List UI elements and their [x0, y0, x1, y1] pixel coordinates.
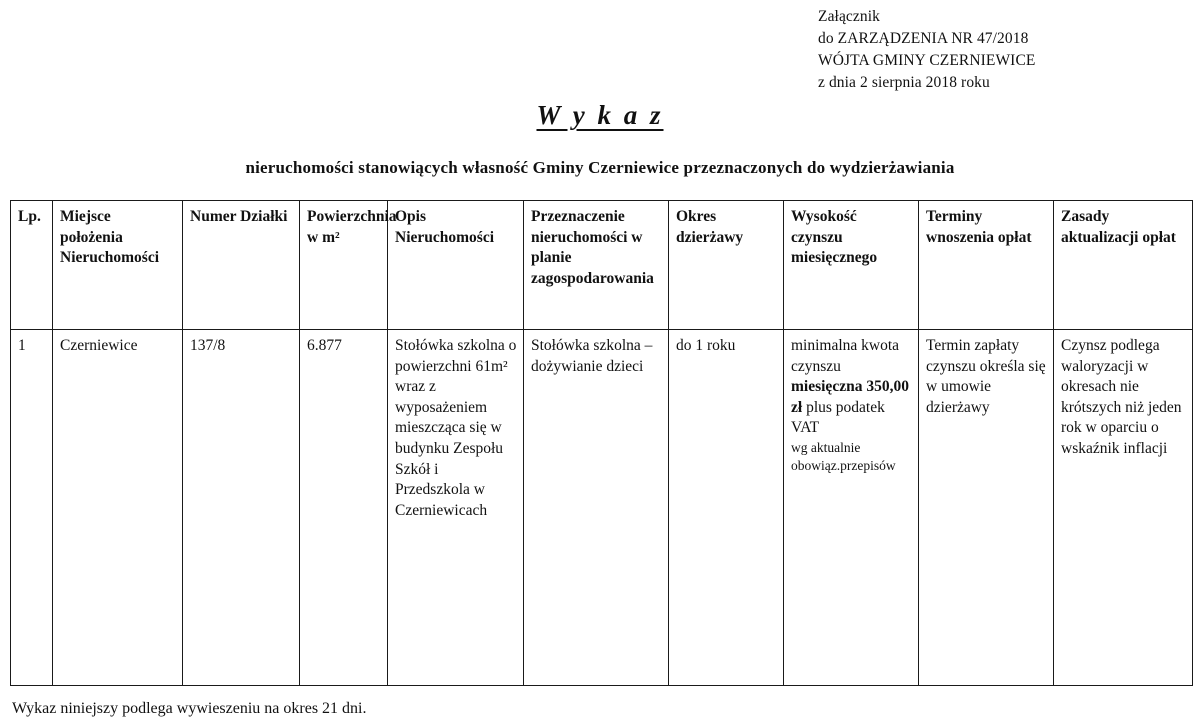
column-header-monthly-rent: Wysokość czynszu miesięcznego [784, 201, 919, 330]
column-header-location: Miejsce położenia Nieruchomości [53, 201, 183, 330]
cell-payment-terms: Termin zapłaty czynszu określa się w umowie dzierżawy [919, 330, 1054, 686]
document-header [818, 6, 1035, 94]
column-header-lp: Lp. [11, 201, 53, 330]
table-header-row [11, 201, 1193, 330]
cell-area: 6.877 [300, 330, 388, 686]
rent-intro: minimalna kwota czynszu [791, 337, 900, 375]
cell-description: Stołówka szkolna o powierzchni 61m² wraz z wyposażeniem mieszcząca się w budynku Zespołu Szkół i Przedszkola w Czerniewicach [388, 330, 524, 686]
cell-plot-number: 137/8 [183, 330, 300, 686]
cell-zoning: Stołówka szkolna – dożywianie dzieci [524, 330, 669, 686]
rent-amount: miesięczna 350,00 zł [791, 378, 909, 416]
header-line-2: do ZARZĄDZENIA NR 47/2018 [818, 30, 1029, 47]
header-line-3: WÓJTA GMINY CZERNIEWICE [818, 52, 1036, 69]
rent-note: wg aktualnie obowiąz.przepisów [791, 440, 896, 473]
property-listing-table [10, 200, 1193, 686]
header-line-1: Załącznik [818, 8, 880, 25]
footer-note: Wykaz niniejszy podlega wywieszeniu na okres 21 dni. [12, 700, 367, 717]
cell-lp: 1 [11, 330, 53, 686]
column-header-payment-terms: Terminy wnoszenia opłat [919, 201, 1054, 330]
page-subtitle: nieruchomości stanowiących własność Gminy Czerniewice przeznaczonych do wydzierżawiania [245, 158, 955, 177]
rent-vat: plus podatek VAT [791, 398, 885, 437]
column-header-plot-number: Numer Działki [183, 201, 300, 330]
page-title: W y k a z [536, 100, 664, 130]
column-header-zoning: Przeznaczenie nieruchomości w planie zagospodarowania [524, 201, 669, 330]
table-row [11, 330, 1193, 686]
column-header-area: Powierzchnia w m² [300, 201, 388, 330]
column-header-lease-period: Okres dzierżawy [669, 201, 784, 330]
cell-location: Czerniewice [53, 330, 183, 686]
column-header-description: Opis Nieruchomości [388, 201, 524, 330]
cell-monthly-rent [784, 330, 919, 686]
column-header-update-rules: Zasady aktualizacji opłat [1054, 201, 1193, 330]
cell-lease-period: do 1 roku [669, 330, 784, 686]
cell-update-rules: Czynsz podlega waloryzacji w okresach nie krótszych niż jeden rok w oparciu o wskaźnik inflacji [1054, 330, 1193, 686]
header-line-4: z dnia 2 sierpnia 2018 roku [818, 74, 990, 91]
